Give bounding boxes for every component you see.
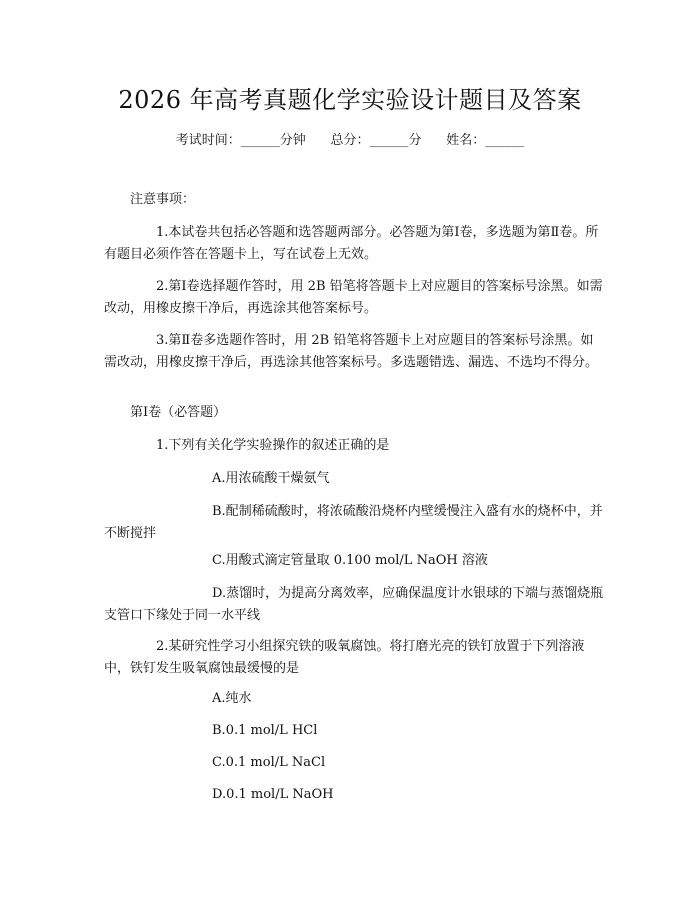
option-label: D. [212, 586, 227, 601]
notice-item-number: 2. [156, 279, 169, 294]
notice-item-2 [104, 276, 604, 320]
option-text: 用浓硫酸干燥氨气 [225, 471, 330, 486]
question-1-stem [104, 435, 604, 457]
notice-item-3 [104, 330, 604, 374]
notice-item-number: 3. [156, 333, 169, 348]
option-label: A. [212, 471, 226, 486]
option-label: A. [212, 691, 226, 706]
notice-item-1 [104, 222, 604, 266]
notice-item-text: 第Ⅰ卷选择题作答时，用 2B 铅笔将答题卡上对应题目的答案标号涂黑。如需改动，用橡皮擦干净后，再选涂其他答案标号。 [104, 279, 603, 316]
question-stem-text: 下列有关化学实验操作的叙述正确的是 [168, 438, 390, 453]
option-text: 0.1 mol/L NaOH [226, 787, 334, 802]
question-1-option-d [104, 583, 604, 627]
question-1-option-b [104, 501, 604, 545]
section-heading: 第Ⅰ卷（必答题） [130, 405, 227, 420]
question-2-stem [104, 636, 604, 680]
question-2-option-b [104, 720, 604, 742]
option-label: B. [212, 723, 226, 738]
exam-meta-line: 考试时间：______分钟 总分：______分 姓名：______ [175, 133, 525, 148]
question-number: 2. [156, 639, 169, 654]
option-label: B. [212, 504, 226, 519]
option-label: C. [212, 755, 226, 770]
option-text: 用酸式滴定管量取 0.100 mol/L NaOH 溶液 [225, 553, 488, 568]
question-2-option-d [104, 784, 604, 806]
option-text: 0.1 mol/L HCl [225, 723, 318, 738]
question-2-option-c [104, 752, 604, 774]
option-text: 0.1 mol/L NaCl [225, 755, 326, 770]
page-title: 2026 年高考真题化学实验设计题目及答案 [118, 86, 582, 114]
notice-item-text: 第Ⅱ卷多选题作答时，用 2B 铅笔将答题卡上对应题目的答案标号涂黑。如需改动，用橡皮擦干净后，再选涂其他答案标号。多选题错选、漏选、不选均不得分。 [104, 333, 599, 370]
question-1-option-a [104, 468, 604, 490]
option-label: C. [212, 553, 226, 568]
option-label: D. [212, 787, 227, 802]
notice-item-number: 1. [156, 225, 169, 240]
notice-item-text: 本试卷共包括必答题和选答题两部分。必答题为第Ⅰ卷，多选题为第Ⅱ卷。所有题目必须作答在答题卡上，写在试卷上无效。 [104, 225, 599, 262]
option-text: 配制稀硫酸时，将浓硫酸沿烧杯内壁缓慢注入盛有水的烧杯中，并不断搅拌 [104, 504, 603, 541]
question-number: 1. [156, 438, 169, 453]
question-stem-text: 某研究性学习小组探究铁的吸氧腐蚀。将打磨光亮的铁钉放置于下列溶液中，铁钉发生吸氧腐蚀最缓慢的是 [104, 639, 585, 676]
notice-heading: 注意事项： [130, 192, 196, 207]
option-text: 纯水 [225, 691, 252, 706]
option-text: 蒸馏时，为提高分离效率，应确保温度计水银球的下端与蒸馏烧瓶支管口下缘处于同一水平线 [104, 586, 604, 623]
question-1-option-c [104, 550, 604, 572]
question-2-option-a [104, 688, 604, 710]
